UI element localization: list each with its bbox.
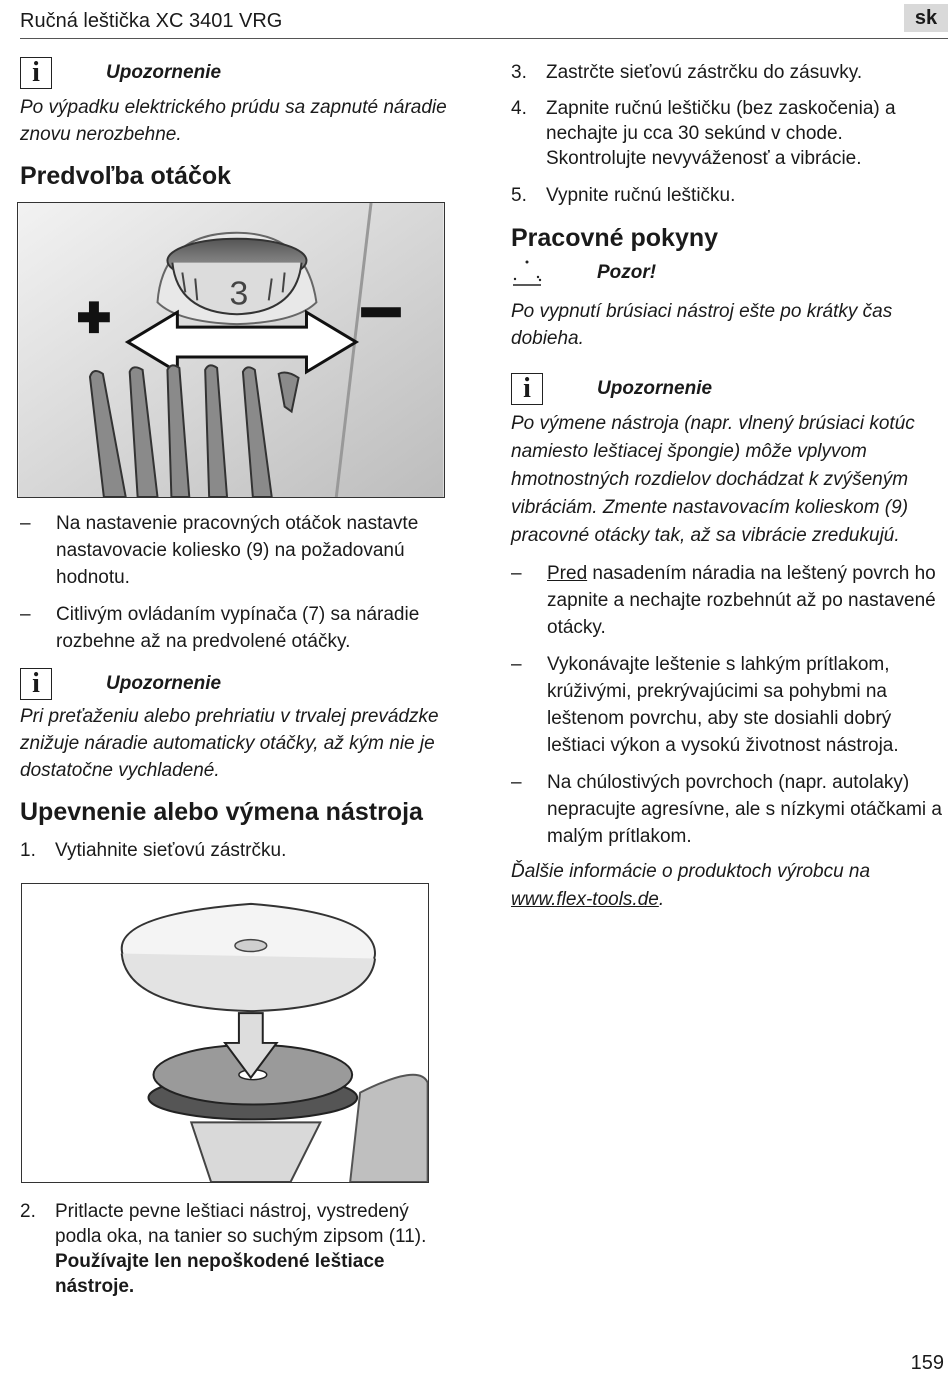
list-item [20, 601, 455, 655]
section-heading-work: Pracovné pokyny [511, 224, 719, 252]
note-text: Po výpadku elektrického prúdu sa zapnuté náradie znovu nerozbehne. [20, 97, 447, 145]
step-text: Vypnite ručnú leštičku. [546, 185, 736, 206]
list-item-text [547, 560, 943, 641]
step-text: Zastrčte sieťovú zástrčku do zásuvky. [546, 62, 863, 83]
dash-marker: – [511, 772, 522, 793]
note-title: Upozornenie [106, 673, 222, 694]
work-bullet-list [511, 560, 943, 850]
note-header [20, 56, 455, 90]
list-item [511, 769, 943, 850]
dash-marker: – [20, 513, 31, 534]
note-header [511, 372, 943, 406]
list-item-rest: nasadením náradia na leštený povrch ho zapnite a nechajte rozbehnút až po nastavené otácky. [547, 563, 936, 638]
step-text-regular: Pritlacte pevne leštiaci nástroj, vystredený podla oka, na tanier so suchým zipsom (11). [55, 1201, 427, 1247]
polishing-pad-figure [21, 883, 429, 1183]
step-number: 2. [20, 1201, 36, 1222]
page-number: 159 [910, 1352, 944, 1374]
step-item [20, 1199, 455, 1299]
speed-dial-figure [17, 202, 445, 498]
step-text: Zapnite ručnú leštičku (bez zaskočenia) a nechajte ju cca 30 sekúnd v chode. Skontrolujte nevyváženosť a vibrácie. [546, 98, 896, 169]
left-column [20, 56, 455, 1299]
step-text-bold: Používajte len nepoškodené leštiace nástroje. [55, 1251, 385, 1297]
dash-marker: – [20, 604, 31, 625]
header-divider [20, 38, 948, 39]
step-item [20, 838, 455, 863]
speed-bullet-list [20, 510, 455, 655]
document-title: Ručná leštička XC 3401 VRG [20, 10, 283, 32]
step-number: 1. [20, 840, 36, 861]
dial-number: 3 [229, 274, 249, 313]
step-number: 4. [511, 98, 527, 119]
more-info-text: Ďalšie informácie o produktoch výrobcu na [511, 861, 871, 882]
caution-title: Pozor! [597, 262, 657, 283]
step-number: 3. [511, 62, 527, 83]
list-item [511, 560, 943, 641]
dash-marker: – [511, 563, 522, 584]
more-info-suffix: . [658, 889, 665, 910]
list-item-text: Citlivým ovládaním vypínača (7) sa náradie rozbehne až na predvolené otáčky. [56, 604, 420, 652]
list-item-text: Vykonávajte leštenie s lahkým prítlakom, krúživými, prekrývajúcimi sa pohybmi na leštenom povrchu, aby ste dosiahli dobrý leštiaci výkon a vysokú životnost nástroja. [547, 654, 899, 756]
speed-dial-illustration [18, 203, 444, 497]
section-heading-tool: Upevnenie alebo výmena nástroja [20, 798, 423, 826]
step-item [511, 183, 943, 208]
caution-text: Po vypnutí brúsiaci nástroj ešte po krátky čas dobieha. [511, 301, 893, 349]
warning-icon [511, 258, 543, 288]
note-text: Po výmene nástroja (napr. vlnený brúsiaci kotúc namiesto leštiacej špongie) môže vplyvom hmotnostných rozdielov dochádzat k zvýšeným vibráciám. Zmente nastavovacím kolieskom (9) pracovné otácky tak, až sa vibrácie zredukujú. [511, 413, 915, 546]
list-item-text: Na nastavenie pracovných otáčok nastavte nastavovacie koliesko (9) na požadovanú hodnotu. [56, 513, 419, 588]
list-item [511, 651, 943, 759]
website-link[interactable]: www.flex-tools.de [511, 889, 659, 910]
language-badge: sk [904, 4, 948, 32]
step-number: 5. [511, 185, 527, 206]
note-title: Upozornenie [106, 62, 222, 83]
info-icon: i [20, 57, 52, 89]
list-item [20, 510, 455, 591]
info-icon: i [20, 668, 52, 700]
note-title: Upozornenie [597, 378, 713, 399]
step-item [511, 60, 943, 85]
more-info [511, 858, 943, 914]
caution-header [511, 256, 943, 290]
polishing-pad-illustration [22, 884, 428, 1182]
list-item-text: Na chúlostivých povrchoch (napr. autolaky) nepracujte agresívne, ale s nízkymi otáčkami a malým prítlakom. [547, 772, 942, 847]
right-column [511, 56, 943, 914]
dash-marker: – [511, 654, 522, 675]
note-header [20, 667, 455, 701]
step-text: Vytiahnite sieťovú zástrčku. [55, 840, 287, 861]
list-item-underlined: Pred [547, 563, 588, 584]
step-item [511, 96, 943, 171]
step-text [55, 1199, 455, 1299]
section-heading-speed: Predvoľba otáčok [20, 162, 232, 190]
note-text: Pri preťaženiu alebo prehriatiu v trvalej prevádzke znižuje náradie automaticky otáčky, až kým nie je dostatočne vychladené. [20, 706, 439, 781]
info-icon: i [511, 373, 543, 405]
